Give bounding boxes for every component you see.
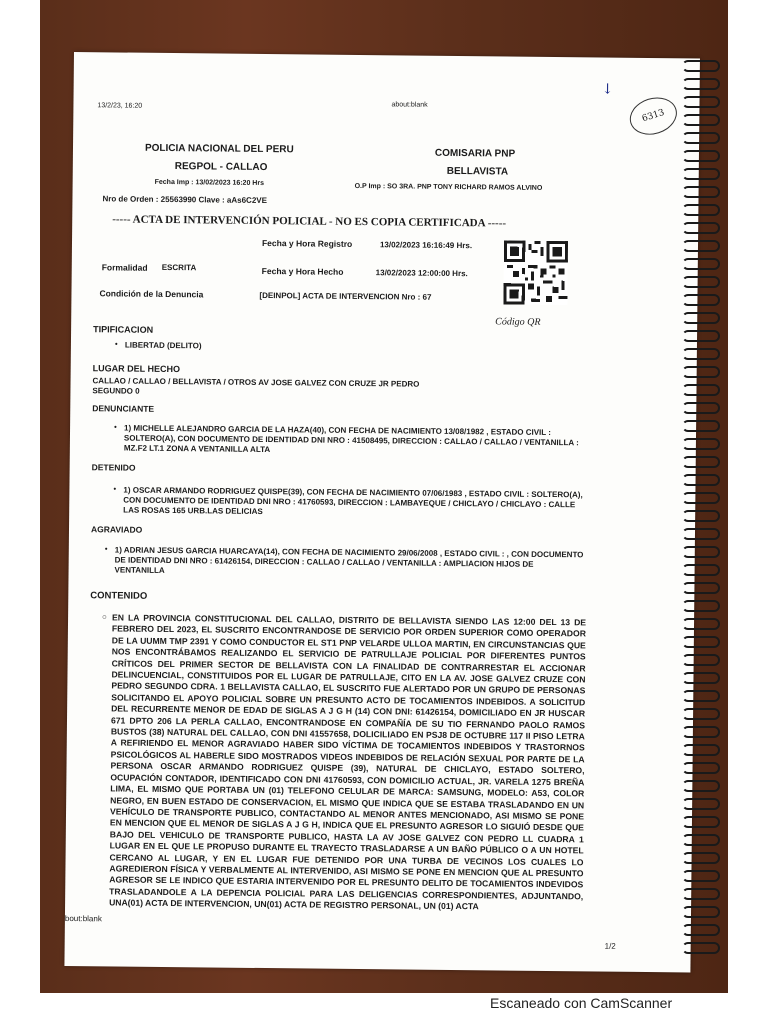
bullet-icon: •: [114, 339, 118, 349]
handwritten-arrow-icon: ↓: [601, 81, 614, 98]
agraviado-text: 1) ADRIAN JESUS GARCIA HUARCAYA(14), CON FECHA DE NACIMIENTO 29/06/2008 , ESTADO CIVIL : , CON DOCUMENTO DE IDENTIDAD DNI NRO : 61426154, DIRECCION : CALLAO / CALLAO / VENTANILLA : AMPLIACION HIJOS DE VENTANILLA: [114, 545, 584, 575]
qr-caption: Código QR: [495, 316, 541, 328]
lugar-line-2: SEGUNDO 0: [92, 386, 140, 396]
page-stamp: 6313: [625, 92, 682, 141]
lugar-line-1: CALLAO / CALLAO / BELLAVISTA / OTROS AV JOSE GALVEZ CON CRUZE JR PEDRO: [92, 376, 420, 389]
fecha-hecho-label: Fecha y Hora Hecho: [261, 265, 344, 277]
contenido-text: EN LA PROVINCIA CONSTITUCIONAL DEL CALLAO, DISTRITO DE BELLAVISTA SIENDO LAS 12:00 DEL 13 DE FEBRERO DEL 2023, EL SUSCRITO ENCONTRANDOSE DE SERVICIO POR ORDEN SUPERIOR COMO OPERADOR DE LA UUMM TMP 2391 Y COMO CONDUCTOR EL ST1 PNP VELARDE ULLOA MARTIN, EN CIRCUNSTANCIAS QUE NOS ENCONTRÁBAMOS REALIZANDO EL SERVICIO DE PATRULLAJE POLICIAL POR DIFERENTES PUNTOS CRÍTICOS DEL PRIMER SECTOR DE BELLAVISTA CON LA FINALIDAD DE CONTRARRESTAR EL ACCIONAR DELINCUENCIAL, CONSTITUIDOS POR EL LUGAR DE PATRULLAJE, CITO EN LA AV. JOSE GALVEZ CRUZE CON PEDRO SEGUNDO CDRA. 1 BELLAVISTA CALLAO, EL SUSCRITO FUE ALERTADO POR UN GRUPO DE PERSONAS SOLICITANDO EL APOYO POLICIAL SOBRE UN PRESUNTO ACTO DE TOCAMIENTOS INDEBIDOS. A SOLICITUD DEL RECURRENTE MENOR DE EDAD DE SIGLAS A J G H (14) CON DNI: 61426154, DOMICILIADO EN JR HUSCAR 671 DPTO 206 LA PERLA CALLAO, ENCONTRANDOSE EN COMPAÑÍA DE SU TIO FERNANDO PAOLO RAMOS BUSTOS (38) NATURAL DEL CALLAO, CON DNI 41557658, DOLICILIADO EN PSJ8 DE OCTUBRE 117 II PISO LETRA A REFIRIENDO EL MENOR AGRAVIADO HABER SIDO VÍCTIMA DE TOCAMIENTOS INDEBIDOS Y TRASTORNOS PSICOLÓGICOS AL HABERLE SIDO MOSTRADOS VIDEOS INDEBIDOS DE RELACIÓN SEXUAL POR PARTE DE LA PERSONA OSCAR ARMANDO RODRIGUEZ QUISPE (39), NATURAL DE CHICLAYO, ESTADO SOLTERO, OCUPACIÓN CONTADOR, IDENTIFICADO CON DNI 41760593, CON DOMICILIO ACTUAL, JR. VARELA 1275 BREÑA LIMA, EL MISMO QUE PORTABA UN (01) TELEFONO CELULAR DE MARCA: SAMSUNG, MODELO: A53, COLOR NEGRO, EN BUEN ESTADO DE CONSERVACION, EL MISMO QUE INDICA QUE SE ESTABA TRASLADANDO EN UN VEHÍCULO DE TRANSPORTE PUBLICO, CONTACTANDO AL MENOR ANTES MENCIONADO, ASI MISMO SE PONE EN MENCION QUE EL MENOR DE SIGLAS A J G H, INDICA QUE EL PRESUNTO AGRESOR LO SIGUIÓ DESDE QUE BAJO DEL VEHICULO DE TRANSPORTE PUBLICO, HASTA LA AV JOSE GALVEZ CON PEDRO LL CUADRA 1 LUGAR EN EL QUE LE PROPUSO DURANTE EL TRAYECTO TRASLADARSE A UN BAÑO PÚBLICO O A UN HOTEL CERCANO AL LUGAR, Y EN EL LUGAR FUE DETENIDO POR UNA TURBA DE VECINOS LOS CUALES LO AGREDIERON FÍSICA Y VERBALMENTE AL INTERVENIDO, ASI MISMO SE PONE EN MENCION QUE AL PRESUNTO AGRESOR SE LE INDICO QUE ESTARIA INTERVENIDO POR EL PRESUNTO DELITO DE TOCAMIENTOS INDEVIDOS TRASLADANDOLE A LA DEPENCIA POLICIAL PARA LAS DELIGENCIAS CORRESPONDIENTES, ADJUNTANDO, UNA(01) ACTA DE INTERVENCION, UN(01) ACTA DE REGISTRO PERSONAL, UN (01) ACTA: [109, 612, 587, 912]
bullet-icon: •: [113, 484, 117, 494]
notebook-spiral: [682, 60, 722, 960]
formalidad-label: Formalidad: [101, 262, 148, 273]
tipificacion-item: LIBERTAD (DELITO): [124, 340, 202, 351]
op-impresion: O.P Imp : SO 3RA. PNP TONY RICHARD RAMOS ALVINO: [354, 182, 543, 192]
agraviado-title: AGRAVIADO: [90, 524, 143, 535]
fecha-hecho-value: 13/02/2023 12:00:00 Hrs.: [375, 268, 468, 279]
institution-title: POLICIA NACIONAL DEL PERU: [144, 142, 294, 156]
comisaria-title: COMISARIA PNP: [434, 147, 516, 160]
formalidad-value: ESCRITA: [161, 262, 197, 273]
condicion-value: [DEINPOL] ACTA DE INTERVENCION Nro : 67: [259, 290, 432, 302]
tipificacion-title: TIPIFICACION: [93, 324, 154, 335]
detenido-title: DETENIDO: [91, 462, 136, 473]
bullet-icon: ○: [102, 612, 107, 622]
denunciante-text: 1) MICHELLE ALEJANDRO GARCIA DE LA HAZA(40), CON FECHA DE NACIMIENTO 13/08/1982 , ESTADO CIVIL : SOLTERO(A), CON DOCUMENTO DE IDENTIDAD DNI NRO : 41508495, DIRECCION : CALLAO / CALLAO / VENTANILLA : MZ.F2 LT.1 ZONA A VENTANILLA ALTA: [123, 423, 579, 455]
detenido-text: 1) OSCAR ARMANDO RODRIGUEZ QUISPE(39), CON FECHA DE NACIMIENTO 07/06/1983 , ESTADO CIVIL : SOLTERO(A), CON DOCUMENTO DE IDENTIDAD DNI NRO : 41760593, DIRECCION : LAMBAYEQUE / CHICLAYO / CHICLAYO : CALLE LAS ROSAS 165 URB.LAS DELICIAS: [123, 485, 583, 517]
fecha-registro-label: Fecha y Hora Registro: [261, 237, 353, 249]
document-page: [64, 52, 700, 973]
lugar-title: LUGAR DEL HECHO: [92, 363, 181, 375]
comisaria-subtitle: BELLAVISTA: [446, 165, 509, 178]
condicion-label: Condición de la Denuncia: [99, 288, 204, 300]
fecha-impresion: Fecha Imp : 13/02/2023 16:20 Hrs: [154, 178, 265, 187]
nro-orden: Nro de Orden : 25563990 Clave : aAs6C2VE: [102, 194, 268, 206]
print-datetime: 13/2/23, 16:20: [97, 102, 143, 110]
bullet-icon: •: [104, 544, 108, 554]
page-number: 1/2: [604, 941, 616, 951]
document-title: ----- ACTA DE INTERVENCIÓN POLICIAL - NO ES COPIA CERTIFICADA -----: [112, 213, 507, 230]
institution-subtitle: REGPOL - CALLAO: [174, 161, 268, 174]
qr-code-icon: [503, 241, 568, 306]
fecha-registro-value: 13/02/2023 16:16:49 Hrs.: [379, 240, 473, 251]
tab-title: about:blank: [391, 101, 428, 109]
contenido-title: CONTENIDO: [90, 590, 148, 602]
bullet-icon: •: [114, 422, 117, 432]
camscanner-watermark: Escaneado con CamScanner: [490, 995, 673, 1011]
denunciante-title: DENUNCIANTE: [92, 403, 155, 414]
footer-url: bout:blank: [64, 913, 102, 924]
